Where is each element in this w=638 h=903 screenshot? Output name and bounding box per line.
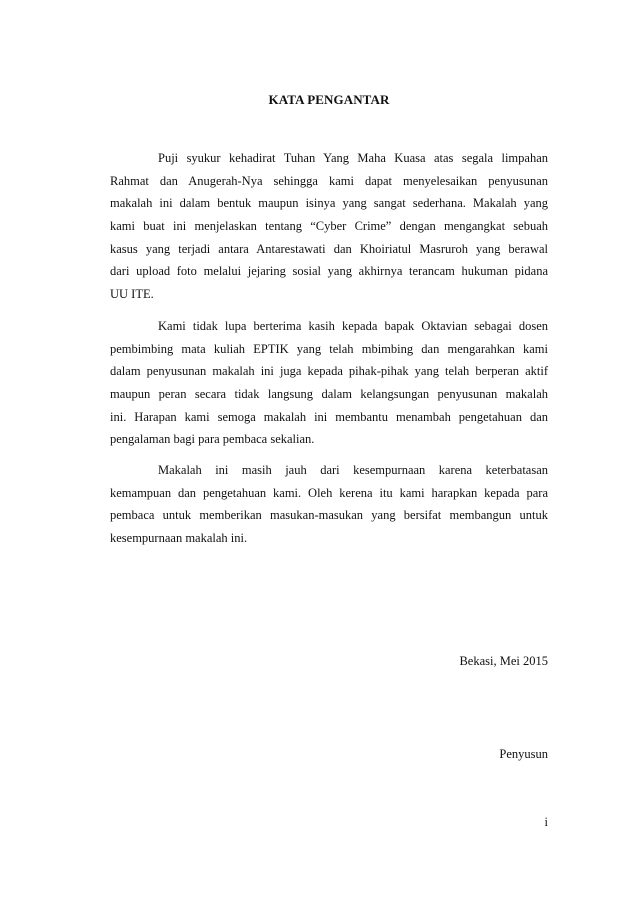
paragraph-line: kesempurnaan makalah ini.	[110, 531, 248, 546]
paragraph-line: kemampuan dan pengetahuan kami. Oleh kerena itu kami harapkan kepada para	[110, 485, 548, 500]
place-date: Bekasi, Mei 2015	[459, 654, 548, 668]
paragraph-line: dalam penyusunan makalah ini juga kepada pihak-pihak yang telah berperan aktif	[110, 364, 548, 379]
paragraph-line: kami buat ini menjelaskan tentang “Cyber Crime” dengan mengangkat sebuah	[110, 219, 548, 234]
paragraph-line: ini. Harapan kami semoga makalah ini membantu menambah pengetahuan dan	[110, 409, 548, 424]
paragraph-line: pembaca untuk memberikan masukan-masukan yang bersifat membangun untuk	[110, 508, 548, 523]
paragraph-line: dari upload foto melalui jejaring sosial yang akhirnya terancam hukuman pidana	[110, 264, 548, 279]
signature-label: Penyusun	[499, 747, 548, 761]
page-number: i	[544, 815, 548, 829]
paragraph-line: maupun peran secara tidak langsung dalam kelangsungan penyusunan makalah	[110, 387, 548, 402]
paragraph-line: pengalaman bagi para pembaca sekalian.	[110, 432, 315, 447]
paragraph-line: makalah ini dalam bentuk maupun isinya yang sangat sederhana. Makalah yang	[110, 196, 548, 211]
paragraph-line: Puji syukur kehadirat Tuhan Yang Maha Kuasa atas segala limpahan	[158, 151, 548, 165]
paragraph-3	[110, 459, 548, 550]
paragraph-2	[110, 315, 548, 451]
paragraph-line: Makalah ini masih jauh dari kesempurnaan karena keterbatasan	[158, 463, 548, 477]
paragraph-line: kasus yang terjadi antara Antarestawati dan Khoiriatul Masruroh yang berawal	[110, 241, 548, 256]
page-title: KATA PENGANTAR	[268, 92, 390, 107]
paragraph-line: Kami tidak lupa berterima kasih kepada bapak Oktavian sebagai dosen	[158, 319, 548, 333]
paragraph-line: UU ITE.	[110, 287, 154, 302]
paragraph-line: pembimbing mata kuliah EPTIK yang telah mbimbing dan mengarahkan kami	[110, 341, 548, 356]
paragraph-1	[110, 147, 548, 306]
paragraph-line: Rahmat dan Anugerah-Nya sehingga kami dapat menyelesaikan penyusunan	[110, 173, 548, 188]
